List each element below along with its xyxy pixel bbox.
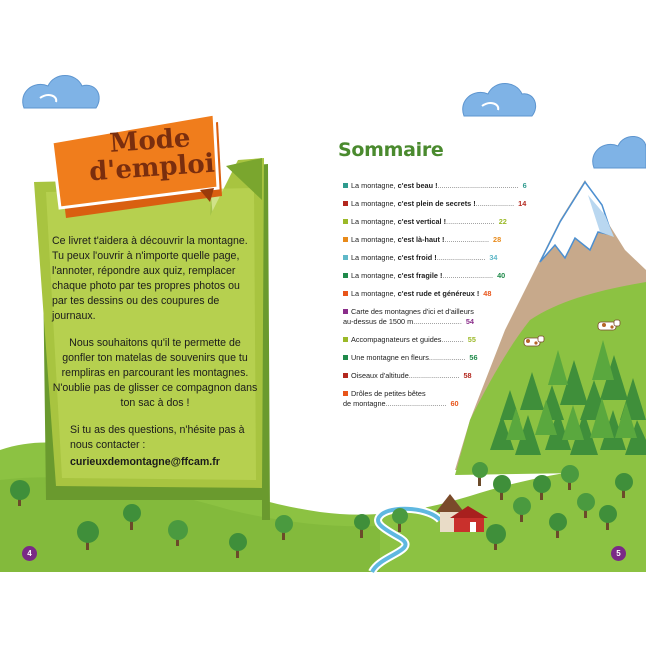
- toc-bullet-icon: [343, 183, 348, 188]
- toc-item-highlight: c'est là-haut !: [397, 235, 445, 244]
- toc-item-page: 60: [450, 399, 459, 408]
- toc-item-leader: ......................: [444, 235, 490, 244]
- toc-bullet-icon: [343, 273, 348, 278]
- toc-item-leader: ...................: [475, 199, 515, 208]
- toc-item-leader: ........................: [413, 317, 462, 326]
- toc-item-text: Drôles de petites bêtes: [351, 389, 426, 398]
- toc-item-highlight: c'est froid !: [397, 253, 437, 262]
- page-number-right: 5: [611, 546, 626, 561]
- toc-item-page: 56: [469, 353, 478, 362]
- toc-item-leader: ........................: [436, 253, 486, 262]
- toc-item-leader: ........................: [446, 217, 495, 226]
- toc-item-text: Une montagne en fleurs: [351, 353, 429, 362]
- toc-item[interactable]: [343, 353, 551, 363]
- toc-item[interactable]: [343, 253, 551, 263]
- toc-item-leader: ........................................: [437, 181, 519, 190]
- toc-item-page: 58: [463, 371, 472, 380]
- toc-bullet-icon: [343, 219, 348, 224]
- toc-item-highlight: c'est fragile !: [397, 271, 443, 280]
- toc-item-text: La montagne,: [351, 181, 398, 190]
- toc-item-text-line2-label: au-dessus de 1500 m: [343, 317, 414, 326]
- table-of-contents: [343, 181, 551, 417]
- toc-item-page: 22: [498, 217, 507, 226]
- toc-item-page: 54: [465, 317, 474, 326]
- toc-item-text: La montagne,: [351, 217, 398, 226]
- toc-item-text-line2: [343, 317, 551, 327]
- toc-bullet-icon: [343, 291, 348, 296]
- toc-item-highlight: c'est vertical !: [397, 217, 447, 226]
- toc-item-page: 6: [522, 181, 527, 190]
- toc-item-page: 28: [493, 235, 502, 244]
- toc-item-page: 48: [483, 289, 492, 298]
- toc-item-text: La montagne,: [351, 199, 398, 208]
- toc-item[interactable]: [343, 235, 551, 245]
- toc-item-text: La montagne,: [351, 253, 398, 262]
- title-line2: d'emploi: [88, 148, 216, 188]
- toc-item-page: 34: [489, 253, 498, 262]
- toc-item[interactable]: [343, 307, 551, 327]
- sommaire-title: Sommaire: [338, 139, 444, 161]
- contact-email-link[interactable]: curieuxdemontagne@ffcam.fr: [70, 456, 220, 468]
- toc-item-leader: ..................: [428, 353, 466, 362]
- contact-text: Si tu as des questions, n'hésite pas à nous contacter :: [70, 424, 245, 451]
- toc-item-highlight: c'est rude et généreux !: [397, 289, 480, 298]
- toc-item-leader: .........................: [408, 371, 460, 380]
- toc-item[interactable]: [343, 371, 551, 381]
- cloud-icon: [23, 76, 99, 109]
- toc-bullet-icon: [343, 355, 348, 360]
- toc-item-highlight: c'est beau !: [397, 181, 438, 190]
- toc-item[interactable]: [343, 289, 551, 299]
- toc-bullet-icon: [343, 373, 348, 378]
- toc-item-highlight: c'est plein de secrets !: [397, 199, 476, 208]
- toc-bullet-icon: [343, 391, 348, 396]
- toc-item-text: La montagne,: [351, 271, 398, 280]
- toc-item[interactable]: [343, 389, 551, 409]
- toc-bullet-icon: [343, 255, 348, 260]
- contact-paragraph: [70, 423, 258, 470]
- toc-item[interactable]: [343, 181, 551, 191]
- toc-bullet-icon: [343, 237, 348, 242]
- toc-item-text: Oiseaux d'altitude: [351, 371, 409, 380]
- toc-item-page: 14: [518, 199, 527, 208]
- toc-item-text: La montagne,: [351, 235, 398, 244]
- intro-paragraph-1: Ce livret t'aidera à découvrir la montagne. Tu peux l'ouvrir à n'importe quelle page, l'annoter, répondre aux quiz, remplacer chaque photo par tes propres photos ou par tes dessins ou des coupures de journaux.: [52, 235, 248, 322]
- toc-item-text-line2-label: de montagne: [343, 399, 386, 408]
- page-number-left: 4: [22, 546, 37, 561]
- cloud-icon: [593, 136, 646, 168]
- toc-bullet-icon: [343, 337, 348, 342]
- toc-item-leader: .........................: [442, 271, 494, 280]
- toc-item[interactable]: [343, 335, 551, 345]
- toc-item-text: La montagne,: [351, 289, 398, 298]
- toc-item-text: Accompagnateurs et guides: [351, 335, 442, 344]
- toc-item[interactable]: [343, 217, 551, 227]
- title-line1: Mode: [108, 123, 192, 159]
- toc-item-text: Carte des montagnes d'ici et d'ailleurs: [351, 307, 474, 316]
- toc-item-page: 40: [497, 271, 506, 280]
- mode-emploi-title: [86, 124, 215, 187]
- toc-item-text-line2: [343, 399, 551, 409]
- toc-item[interactable]: [343, 199, 551, 209]
- toc-bullet-icon: [343, 201, 348, 206]
- toc-item-leader: ..............................: [385, 399, 447, 408]
- toc-bullet-icon: [343, 309, 348, 314]
- intro-paragraph-2: Nous souhaitons qu'il te permette de gonfler ton matelas de souvenirs que tu rempliras en parcourant les montagnes. N'oublie pas de glisser ce compagnon dans ton sac à dos !: [52, 337, 258, 409]
- toc-item[interactable]: [343, 271, 551, 281]
- toc-item-leader: ...........: [441, 335, 464, 344]
- cloud-icon: [463, 84, 536, 117]
- toc-item-page: 55: [467, 335, 476, 344]
- intro-text: [52, 234, 258, 470]
